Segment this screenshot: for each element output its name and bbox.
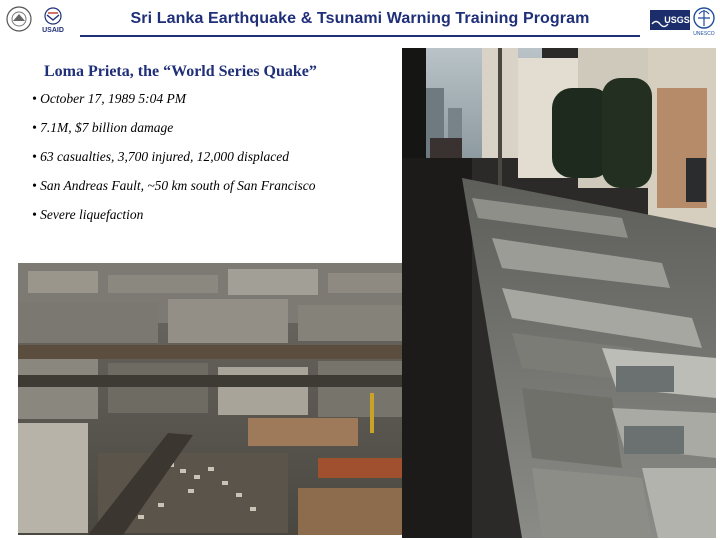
header-rule [80,35,640,37]
bullet-date: • October 17, 1989 5:04 PM [32,91,186,106]
institute-seal-icon [6,6,32,32]
bullet-fault: • San Andreas Fault, ~50 km south of San Francisco [32,178,316,193]
bullet-casualties: • 63 casualties, 3,700 injured, 12,000 displaced [32,149,289,164]
svg-text:USGS: USGS [664,15,690,25]
svg-text:UNESCO: UNESCO [693,31,715,36]
aerial-damage-photo [18,263,412,535]
usaid-logo-icon [36,6,70,34]
program-title: Sri Lanka Earthquake & Tsunami Warning Training Program [130,10,590,27]
bullet-list [32,90,332,235]
street-liquefaction-photo [402,48,716,538]
usgs-logo-icon [650,10,690,30]
slide-title: Loma Prieta, the “World Series Quake” [44,63,317,80]
bullet-magnitude: • 7.1M, $7 billion damage [32,120,174,135]
bullet-liquefaction: • Severe liquefaction [32,207,144,222]
slide-header [0,0,720,44]
svg-text:USAID: USAID [42,27,64,34]
unesco-logo-icon [692,6,716,36]
